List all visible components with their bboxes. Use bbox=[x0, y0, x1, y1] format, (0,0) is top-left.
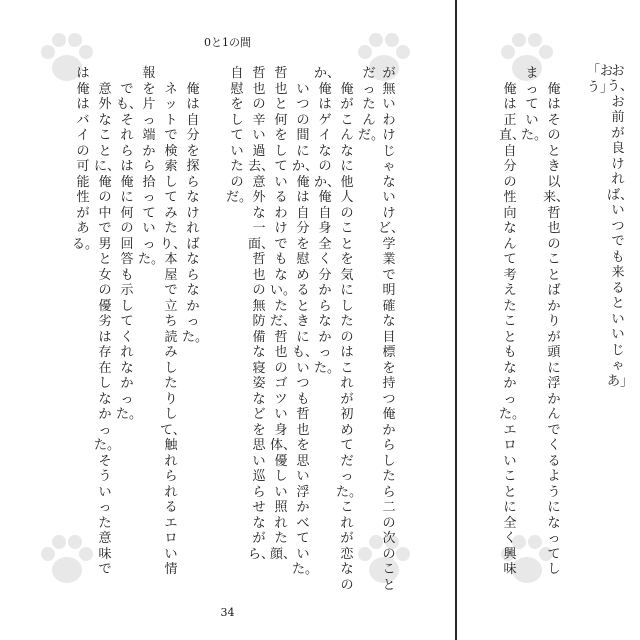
text-column: ネットで検索してみたり、本屋で立ち読みしたりして、触れられるエロい情 bbox=[160, 66, 187, 577]
text-column: だったんだ。 bbox=[358, 66, 385, 143]
text-column: おう、お前が良ければ、いつでも来るといいじゃあ」 bbox=[607, 48, 634, 389]
text-column: でも、それらは俺に何の回答も示してくれなかった。 bbox=[116, 66, 143, 422]
text-column: 俺は正直、自分の性向なんて考えたこともなかった。エロいことに全く興味 bbox=[499, 66, 526, 577]
text-column: 俺は自分を探らなければならなかった。 bbox=[182, 66, 209, 345]
text-column: 哲也と何をしているわけでもない。ただ、哲也のゴツい身体、優しい照れた顔、 bbox=[270, 66, 297, 562]
running-header: 0と1の間 bbox=[204, 36, 251, 49]
text-column: 俺がこんなに他人のことを気にしたのはこれが初めてだった。これが恋なの bbox=[336, 66, 363, 593]
paw-print-icon bbox=[35, 530, 99, 594]
text-column: 自慰をしていたのだ。 bbox=[226, 66, 253, 205]
text-column: 意外なことに、俺の中で男と女の優劣は存在しなかった。そういった意味で bbox=[94, 66, 121, 577]
text-column: 報を片っ端から拾っていった。 bbox=[138, 66, 165, 267]
text-column: 哲也の辛い過去、意外な一面、哲也の無防備な寝姿などを思い巡らせながら、 bbox=[248, 66, 275, 562]
text-column: か、俺はゲイなのか、俺自身全く分からなかった。 bbox=[314, 66, 341, 376]
text-column: は俺はバイの可能性がある。 bbox=[72, 66, 99, 252]
text-column: いつの間にか、俺は自分を慰めるときにも、いつも哲也を思い浮かべていた。 bbox=[292, 66, 319, 577]
page-number: 34 bbox=[220, 606, 235, 619]
text-column: 俺はそのとき以来、哲也のことばかりが頭に浮かんでくるようになってし bbox=[543, 66, 570, 577]
text-column: が無いわけじゃないけど、学業で明確な目標を持つ俺からしたら二の次のこと bbox=[378, 66, 405, 593]
text-column: 「おう」 bbox=[587, 64, 614, 95]
right-page bbox=[457, 0, 640, 640]
text-column: まっていた。 bbox=[521, 66, 548, 143]
